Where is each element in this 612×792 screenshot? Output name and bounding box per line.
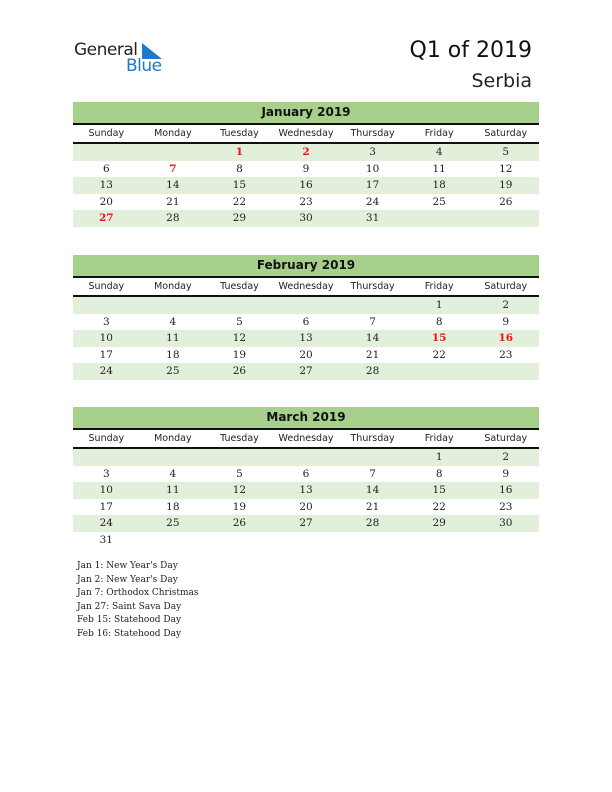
date-cell: 25 <box>432 195 446 208</box>
country-name: Serbia <box>471 70 532 92</box>
date-cell: 10 <box>99 332 113 344</box>
weekday-label: Tuesday <box>220 281 259 292</box>
date-cell: 18 <box>432 179 446 191</box>
logo-text-general: General <box>74 40 138 60</box>
date-cell: 3 <box>102 315 110 328</box>
holiday-list <box>77 560 199 641</box>
date-cell: 27 <box>299 365 313 377</box>
date-cell: 26 <box>232 365 247 377</box>
weekday-label: Thursday <box>350 128 395 139</box>
weekday-label: Friday <box>424 281 454 292</box>
date-cell: 28 <box>365 365 380 377</box>
date-cell: 19 <box>499 179 513 191</box>
date-cell: 31 <box>99 533 113 546</box>
week-row <box>73 532 539 549</box>
date-cell: 10 <box>99 484 113 496</box>
weekday-label: Sunday <box>88 281 125 292</box>
weekday-label: Thursday <box>350 281 395 292</box>
date-cell: 8 <box>435 315 443 328</box>
week-row <box>73 466 539 483</box>
date-cell: 10 <box>365 162 380 175</box>
date-cell: 24 <box>365 195 380 208</box>
weekday-label: Monday <box>154 281 192 292</box>
date-cell <box>73 144 140 161</box>
holiday-item: Jan 7: Orthodox Christmas <box>77 588 199 598</box>
date-cell: 13 <box>99 179 113 191</box>
weekday-label: Wednesday <box>278 128 334 139</box>
date-cell: 4 <box>169 467 177 480</box>
date-cell: 20 <box>299 348 313 361</box>
date-cell <box>273 297 340 314</box>
date-cell: 22 <box>432 348 446 361</box>
date-cell: 14 <box>166 179 180 191</box>
holiday-date-cell: 2 <box>302 146 310 158</box>
date-cell <box>339 532 406 549</box>
week-row <box>73 363 539 380</box>
date-cell: 11 <box>432 162 446 175</box>
date-cell: 22 <box>432 500 446 513</box>
date-cell <box>73 297 140 314</box>
week-row <box>73 194 539 211</box>
date-cell <box>273 532 340 549</box>
holiday-date-cell: 27 <box>98 212 114 224</box>
date-cell: 4 <box>169 315 177 328</box>
weekday-label: Monday <box>154 128 192 139</box>
date-cell: 19 <box>232 348 247 361</box>
date-cell: 4 <box>435 146 443 158</box>
date-cell: 28 <box>166 212 180 224</box>
date-cell: 28 <box>365 517 380 529</box>
date-cell <box>206 297 273 314</box>
date-cell: 11 <box>166 484 180 496</box>
weekday-header-row <box>73 430 539 449</box>
date-cell: 26 <box>232 517 247 529</box>
weekday-label: Thursday <box>350 433 395 444</box>
week-row <box>73 449 539 466</box>
week-row <box>73 482 539 499</box>
date-cell: 17 <box>365 179 380 191</box>
date-cell: 1 <box>435 451 443 463</box>
date-cell: 15 <box>232 179 247 191</box>
date-cell: 5 <box>502 146 510 158</box>
date-cell: 29 <box>232 212 247 224</box>
date-cell: 5 <box>236 467 243 480</box>
date-cell <box>73 449 140 466</box>
holiday-item: Jan 27: Saint Sava Day <box>77 601 182 612</box>
date-cell: 20 <box>299 500 313 513</box>
date-cell <box>472 532 539 549</box>
date-cell: 9 <box>502 315 510 328</box>
date-cell: 25 <box>166 365 180 377</box>
holiday-item: Feb 15: Statehood Day <box>77 615 182 625</box>
date-cell: 17 <box>99 500 113 513</box>
date-cell <box>339 297 406 314</box>
weekday-label: Saturday <box>484 281 528 292</box>
weekday-label: Sunday <box>88 433 125 444</box>
month-title: March 2019 <box>73 407 539 430</box>
date-cell: 1 <box>435 299 443 311</box>
date-cell: 9 <box>302 162 310 175</box>
date-cell: 30 <box>499 517 513 529</box>
month-title: January 2019 <box>73 102 539 125</box>
date-cell: 25 <box>166 517 180 529</box>
holiday-item: Jan 2: New Year's Day <box>77 574 178 585</box>
holiday-date-cell: 1 <box>235 146 244 158</box>
weekday-label: Friday <box>424 128 454 139</box>
date-cell: 26 <box>499 195 513 208</box>
date-cell: 7 <box>369 467 376 480</box>
holiday-date-cell: 15 <box>431 332 447 344</box>
date-cell: 5 <box>236 315 243 328</box>
date-cell: 9 <box>502 467 510 480</box>
date-cell <box>406 532 473 549</box>
date-cell <box>140 144 207 161</box>
date-cell: 24 <box>99 365 113 377</box>
date-cell <box>472 363 539 380</box>
date-cell: 19 <box>232 500 247 513</box>
date-cell: 12 <box>232 332 247 344</box>
date-cell: 12 <box>232 484 247 496</box>
date-cell: 21 <box>365 348 380 361</box>
date-cell: 7 <box>369 315 376 328</box>
weekday-label: Saturday <box>484 128 528 139</box>
date-cell: 21 <box>166 195 180 208</box>
month-calendar <box>73 407 539 548</box>
page-title: Q1 of 2019 <box>409 38 532 63</box>
date-cell: 8 <box>435 467 443 480</box>
date-cell <box>206 532 273 549</box>
weekday-label: Wednesday <box>278 281 334 292</box>
date-cell: 16 <box>299 179 313 191</box>
week-row <box>73 297 539 314</box>
date-cell: 12 <box>499 162 513 175</box>
date-cell: 23 <box>499 500 513 513</box>
weekday-label: Saturday <box>484 433 528 444</box>
date-cell: 13 <box>299 332 313 344</box>
date-cell: 17 <box>99 348 113 361</box>
week-row <box>73 177 539 194</box>
date-cell: 3 <box>102 467 110 480</box>
week-row <box>73 210 539 227</box>
date-cell: 29 <box>432 517 446 529</box>
date-cell: 23 <box>499 348 513 361</box>
date-cell: 16 <box>499 484 513 496</box>
week-row <box>73 347 539 364</box>
date-cell <box>273 449 340 466</box>
date-cell: 15 <box>432 484 446 496</box>
holiday-item: Jan 1: New Year's Day <box>77 561 178 571</box>
date-cell: 3 <box>369 146 376 158</box>
date-cell: 2 <box>502 451 510 463</box>
weekday-label: Monday <box>154 433 192 444</box>
week-row <box>73 515 539 532</box>
date-cell: 27 <box>299 517 313 529</box>
date-cell: 31 <box>365 212 380 224</box>
date-cell: 22 <box>232 195 247 208</box>
date-cell: 2 <box>502 299 510 311</box>
date-cell <box>140 532 207 549</box>
month-calendar <box>73 255 539 380</box>
date-cell <box>140 449 207 466</box>
date-cell: 6 <box>102 162 110 175</box>
weekday-label: Sunday <box>88 128 125 139</box>
date-cell <box>339 449 406 466</box>
weekday-header-row <box>73 278 539 297</box>
week-row <box>73 330 539 347</box>
holiday-date-cell: 7 <box>169 162 177 175</box>
date-cell: 30 <box>299 212 313 224</box>
weekday-label: Wednesday <box>278 433 334 444</box>
weekday-label: Friday <box>424 433 454 444</box>
brand-logo <box>74 40 174 80</box>
date-cell <box>472 210 539 227</box>
weekday-header-row <box>73 125 539 144</box>
date-cell: 18 <box>166 500 180 513</box>
holiday-date-cell: 16 <box>498 332 514 344</box>
date-cell <box>406 210 473 227</box>
date-cell: 18 <box>166 348 180 361</box>
date-cell <box>206 449 273 466</box>
date-cell: 6 <box>302 467 310 480</box>
week-row <box>73 314 539 331</box>
month-title: February 2019 <box>73 255 539 278</box>
date-cell: 14 <box>365 332 380 344</box>
weekday-label: Tuesday <box>220 128 259 139</box>
weekday-label: Tuesday <box>220 433 259 444</box>
date-cell: 6 <box>302 315 310 328</box>
date-cell: 11 <box>166 332 180 344</box>
date-cell: 13 <box>299 484 313 496</box>
date-cell <box>406 363 473 380</box>
date-cell: 8 <box>236 162 243 175</box>
date-cell: 21 <box>365 500 380 513</box>
date-cell: 20 <box>99 195 113 208</box>
week-row <box>73 161 539 178</box>
date-cell: 14 <box>365 484 380 496</box>
week-row <box>73 144 539 161</box>
date-cell: 23 <box>299 195 313 208</box>
month-calendar <box>73 102 539 227</box>
date-cell: 24 <box>99 517 113 529</box>
week-row <box>73 499 539 516</box>
logo-text-blue: Blue <box>126 56 162 76</box>
date-cell <box>140 297 207 314</box>
holiday-item: Feb 16: Statehood Day <box>77 628 182 639</box>
